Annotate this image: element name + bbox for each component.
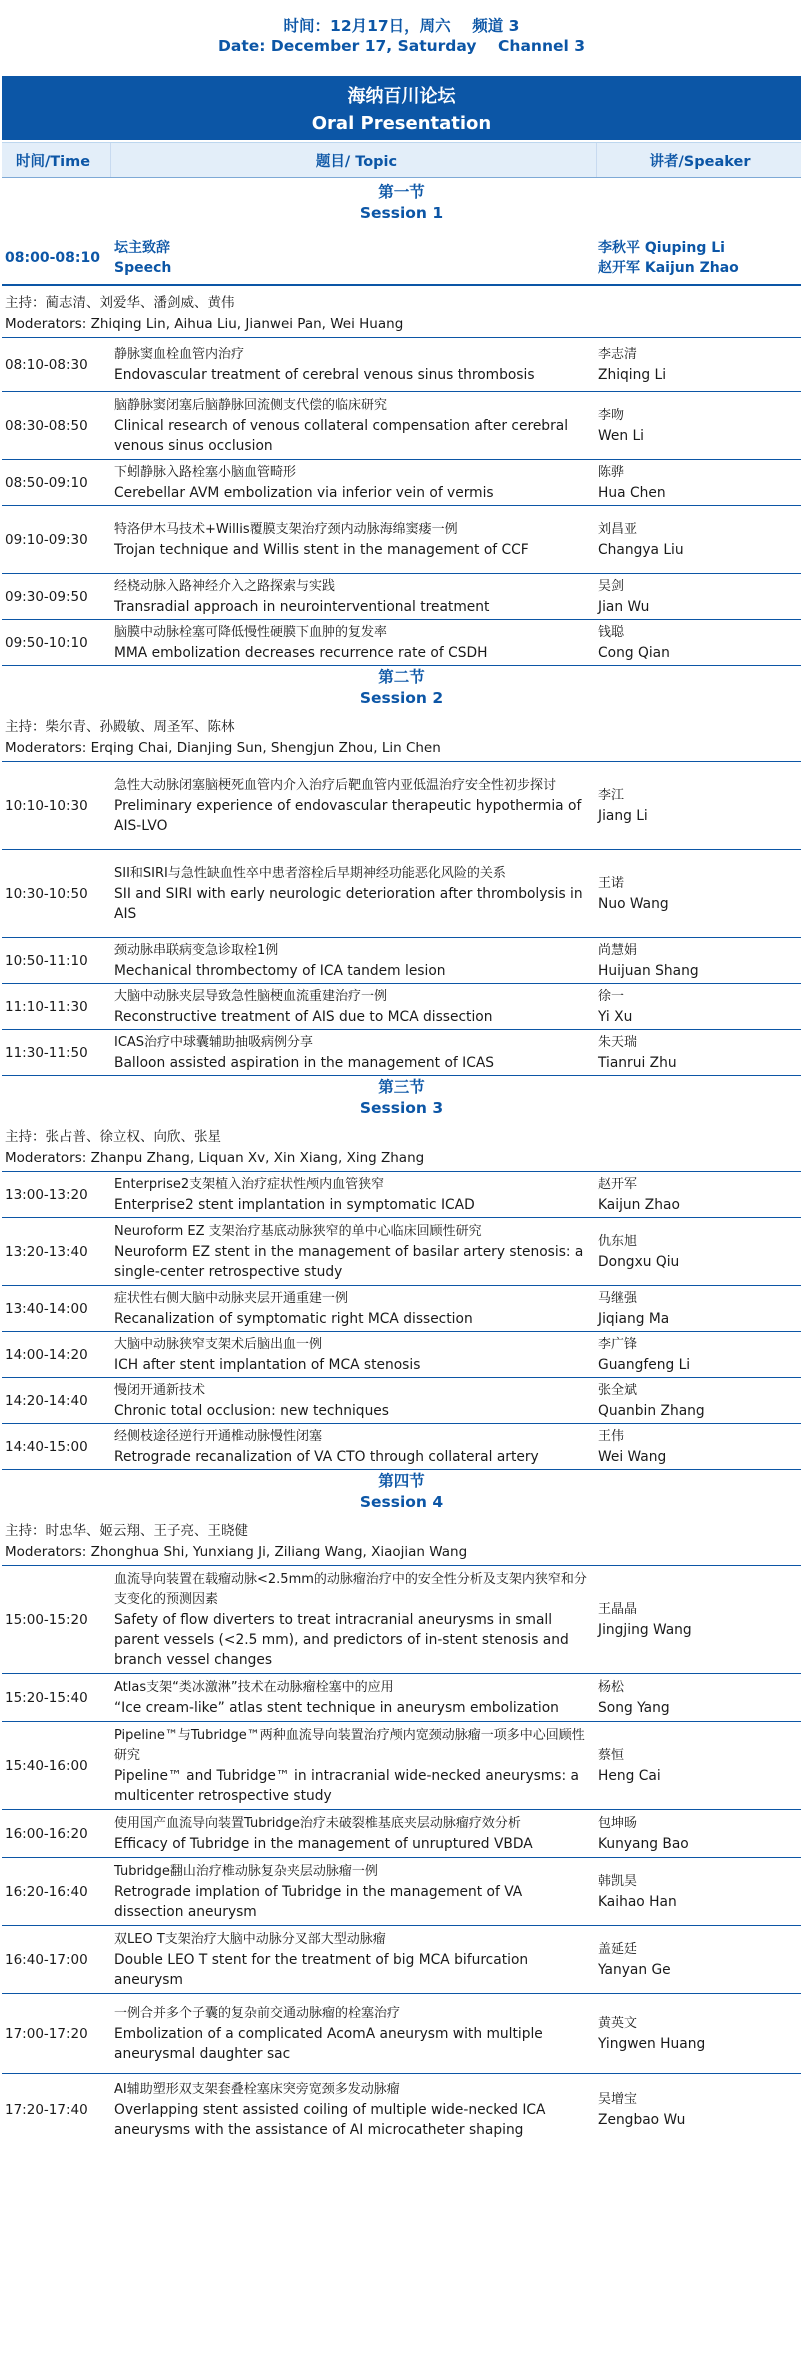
topic-cn: 静脉窦血栓血管内治疗 [114, 346, 245, 362]
row-topic [110, 1424, 596, 1469]
topic-en: Neuroform EZ stent in the management of basilar artery stenosis: a single-center retrospective study [114, 1243, 584, 1280]
session-3-title [2, 1076, 801, 1120]
speaker-en: Heng Cai [598, 1767, 661, 1784]
talk-row [2, 1332, 801, 1378]
moderators-en: Moderators: Zhonghua Shi, Yunxiang Ji, Ziliang Wang, Xiaojian Wang [5, 1544, 468, 1560]
topic-en: Overlapping stent assisted coiling of multiple wide-necked ICA aneurysms with the assistance of AI microcatheter shaping [114, 2102, 546, 2138]
talk-row [2, 850, 801, 938]
row-time: 08:30-08:50 [5, 417, 88, 434]
session-2-title [2, 666, 801, 710]
speaker-en: Wen Li [598, 427, 644, 444]
speaker-en: Huijuan Shang [598, 962, 699, 979]
speaker-cn: 李志清 [598, 346, 638, 362]
topic-cn: Neuroform EZ 支架治疗基底动脉狭窄的单中心临床回顾性研究 [114, 1223, 482, 1239]
speaker-en: Kaijun Zhao [598, 1196, 680, 1213]
topic-cn: 一例合并多个子囊的复杂前交通动脉瘤的栓塞治疗 [114, 2005, 401, 2021]
row-time: 10:50-11:10 [5, 952, 88, 969]
row-time: 09:30-09:50 [5, 588, 88, 605]
row-topic [110, 1378, 596, 1423]
topic-en: Recanalization of symptomatic right MCA dissection [114, 1310, 473, 1327]
row-speaker [596, 984, 801, 1029]
speaker-cn: 李广锋 [598, 1336, 638, 1352]
row-topic [110, 1286, 596, 1331]
speaker-cn: 李吻 [598, 407, 625, 423]
column-topic-label: 题目/ Topic [315, 153, 398, 170]
row-speaker [596, 338, 801, 391]
speaker-cn: 蔡恒 [598, 1747, 625, 1763]
speaker-en: Jiang Li [598, 807, 648, 824]
row-topic [110, 1722, 596, 1809]
date-channel-en: Date: December 17, Saturday Channel 3 [218, 37, 585, 55]
speaker-en: Zhiqing Li [598, 366, 667, 383]
row-time: 08:50-09:10 [5, 474, 88, 491]
row-topic [110, 1810, 596, 1857]
row-topic [110, 1566, 596, 1673]
column-topic [110, 143, 596, 177]
session-title-en: Session 3 [359, 1099, 444, 1117]
talk-row [2, 574, 801, 620]
row-speaker [596, 1722, 801, 1809]
session-title-cn: 第二节 [378, 668, 425, 686]
speaker-en: Tianrui Zhu [598, 1054, 677, 1071]
topic-en: Balloon assisted aspiration in the management of ICAS [114, 1054, 495, 1071]
topic-en: Retrograde recanalization of VA CTO through collateral artery [114, 1448, 539, 1465]
speaker-cn: 张全斌 [598, 1382, 638, 1398]
row-topic [110, 1674, 596, 1721]
talk-row [2, 1926, 801, 1994]
opening-speech-row [2, 232, 801, 286]
row-speaker [596, 574, 801, 619]
row-speaker [596, 2074, 801, 2146]
row-speaker [596, 1994, 801, 2073]
speaker-en: Nuo Wang [598, 895, 669, 912]
row-topic [110, 762, 596, 849]
speaker-en: Kunyang Bao [598, 1835, 689, 1852]
topic-cn: Atlas支架“类冰激淋”技术在动脉瘤栓塞中的应用 [114, 1679, 394, 1695]
row-speaker [596, 1030, 801, 1075]
topic-cn: SII和SIRI与急性缺血性卒中患者溶栓后早期神经功能恶化风险的关系 [114, 865, 506, 881]
speaker-en: Jingjing Wang [598, 1621, 692, 1638]
topic-cn: Enterprise2支架植入治疗症状性颅内血管狭窄 [114, 1176, 385, 1192]
moderators-en: Moderators: Zhiqing Lin, Aihua Liu, Jianwei Pan, Wei Huang [5, 316, 404, 332]
speaker-en: Changya Liu [598, 541, 684, 558]
speaker-cn: 王伟 [598, 1428, 625, 1444]
topic-en: Chronic total occlusion: new techniques [114, 1402, 389, 1419]
speaker-cn: 包坤旸 [598, 1815, 638, 1831]
row-speaker [596, 1286, 801, 1331]
topic-cn: 经侧枝途径逆行开通椎动脉慢性闭塞 [114, 1428, 323, 1444]
speaker-1: 李秋平 Qiuping Li [598, 240, 725, 256]
moderators-en: Moderators: Zhanpu Zhang, Liquan Xv, Xin Xiang, Xing Zhang [5, 1150, 425, 1166]
session-4-moderators [2, 1514, 801, 1566]
speaker-en: Yi Xu [598, 1008, 633, 1025]
topic-cn: 颈动脉串联病变急诊取栓1例 [114, 942, 279, 958]
speaker-cn: 马继强 [598, 1290, 638, 1306]
topic-cn: 下蚓静脉入路栓塞小脑血管畸形 [114, 464, 297, 480]
row-time: 10:30-10:50 [5, 885, 88, 902]
row-time: 09:10-09:30 [5, 531, 88, 548]
row-time: 16:00-16:20 [5, 1825, 88, 1842]
row-time: 14:20-14:40 [5, 1392, 88, 1409]
talk-row [2, 1030, 801, 1076]
topic-cn: ICAS治疗中球囊辅助抽吸病例分享 [114, 1034, 314, 1050]
speaker-cn: 钱聪 [598, 624, 625, 640]
row-time: 16:20-16:40 [5, 1883, 88, 1900]
speaker-cn: 杨松 [598, 1679, 625, 1695]
row-time: 14:40-15:00 [5, 1438, 88, 1455]
topic-en: ICH after stent implantation of MCA stenosis [114, 1356, 421, 1373]
row-topic [110, 1926, 596, 1993]
session-2-moderators [2, 710, 801, 762]
row-time: 08:10-08:30 [5, 356, 88, 373]
topic-cn: 大脑中动脉夹层导致急性脑梗血流重建治疗一例 [114, 988, 388, 1004]
row-time: 10:10-10:30 [5, 797, 88, 814]
session-title-cn: 第一节 [378, 183, 425, 201]
topic-en: Speech [114, 260, 172, 276]
row-speaker [596, 1810, 801, 1857]
talk-row [2, 984, 801, 1030]
topic-en: Double LEO T stent for the treatment of big MCA bifurcation aneurysm [114, 1951, 529, 1988]
session-1-title [2, 178, 801, 232]
topic-en: Reconstructive treatment of AIS due to MCA dissection [114, 1008, 493, 1025]
topic-en: Cerebellar AVM embolization via inferior vein of vermis [114, 484, 494, 501]
row-time: 15:00-15:20 [5, 1611, 88, 1628]
row-topic [110, 574, 596, 619]
row-topic [110, 620, 596, 665]
date-channel-cn: 时间：12月17日，周六 频道 3 [283, 17, 520, 35]
row-time: 09:50-10:10 [5, 634, 88, 651]
topic-en: Safety of flow diverters to treat intracranial aneurysms in small parent vessels (<2.5 mm), and predictors of in-stent stenosis and branch vessel changes [114, 1611, 569, 1668]
speaker-2: 赵开军 Kaijun Zhao [598, 260, 739, 276]
topic-cn: 坛主致辞 [114, 240, 170, 256]
topic-en: MMA embolization decreases recurrence rate of CSDH [114, 644, 488, 661]
row-speaker [596, 620, 801, 665]
talk-row [2, 1674, 801, 1722]
talk-row [2, 1218, 801, 1286]
speaker-en: Jian Wu [598, 598, 650, 615]
speaker-cn: 王晶晶 [598, 1601, 638, 1617]
row-speaker [596, 1378, 801, 1423]
row-speaker [596, 506, 801, 573]
topic-en: Efficacy of Tubridge in the management of unruptured VBDA [114, 1835, 533, 1852]
speaker-cn: 尚慧娟 [598, 942, 638, 958]
topic-en: Transradial approach in neurointerventional treatment [114, 598, 490, 615]
row-time: 11:10-11:30 [5, 998, 88, 1015]
row-topic [110, 232, 596, 284]
column-speaker [596, 143, 801, 177]
row-topic [110, 1218, 596, 1285]
session-title-cn: 第四节 [378, 1472, 425, 1490]
row-speaker [596, 1172, 801, 1217]
moderators-cn: 主持：柴尔青、孙殿敏、周圣军、陈林 [5, 719, 235, 735]
talk-row [2, 1378, 801, 1424]
row-time: 16:40-17:00 [5, 1951, 88, 1968]
topic-cn: 脑膜中动脉栓塞可降低慢性硬膜下血肿的复发率 [114, 624, 388, 640]
speaker-en: Guangfeng Li [598, 1356, 691, 1373]
speaker-cn: 李江 [598, 787, 625, 803]
speaker-cn: 赵开军 [598, 1176, 638, 1192]
topic-en: Embolization of a complicated AcomA aneurysm with multiple aneurysmal daughter sac [114, 2025, 543, 2062]
speaker-en: Kaihao Han [598, 1893, 677, 1910]
session-1-moderators [2, 286, 801, 338]
topic-cn: 经桡动脉入路神经介入之路探索与实践 [114, 578, 336, 594]
talk-row [2, 1172, 801, 1218]
speaker-en: Hua Chen [598, 484, 666, 501]
row-speakers [596, 232, 801, 284]
event-header [0, 0, 803, 76]
topic-en: “Ice cream-like” atlas stent technique in aneurysm embolization [114, 1699, 559, 1716]
row-topic [110, 1172, 596, 1217]
speaker-en: Cong Qian [598, 644, 670, 661]
session-title-en: Session 1 [359, 204, 444, 222]
speaker-en: Wei Wang [598, 1448, 667, 1465]
talk-row [2, 2074, 801, 2146]
row-topic [110, 850, 596, 937]
speaker-cn: 朱天瑞 [598, 1034, 638, 1050]
speaker-en: Dongxu Qiu [598, 1253, 680, 1270]
topic-cn: Tubridge翻山治疗椎动脉复杂夹层动脉瘤一例 [114, 1863, 378, 1879]
row-speaker [596, 1424, 801, 1469]
forum-title-en: Oral Presentation [311, 113, 492, 134]
talk-row [2, 1994, 801, 2074]
topic-en: SII and SIRI with early neurologic deterioration after thrombolysis in AIS [114, 885, 583, 922]
row-speaker [596, 1858, 801, 1925]
row-topic [110, 938, 596, 983]
speaker-en: Yingwen Huang [598, 2035, 706, 2052]
row-topic [110, 1858, 596, 1925]
row-speaker [596, 1926, 801, 1993]
talk-row [2, 620, 801, 666]
topic-en: Endovascular treatment of cerebral venous sinus thrombosis [114, 366, 535, 383]
talk-row [2, 1858, 801, 1926]
moderators-en: Moderators: Erqing Chai, Dianjing Sun, Shengjun Zhou, Lin Chen [5, 740, 441, 756]
row-time: 17:20-17:40 [5, 2102, 88, 2118]
row-topic [110, 392, 596, 459]
topic-cn: Pipeline™与Tubridge™两种血流导向装置治疗颅内宽颈动脉瘤一项多中心回顾性研究 [114, 1727, 585, 1763]
talk-row [2, 938, 801, 984]
row-time: 13:40-14:00 [5, 1300, 88, 1317]
row-speaker [596, 1218, 801, 1285]
row-topic [110, 338, 596, 391]
row-time: 14:00-14:20 [5, 1346, 88, 1363]
speaker-cn: 吴剑 [598, 578, 625, 594]
speaker-cn: 刘昌亚 [598, 521, 638, 537]
session-4-title [2, 1470, 801, 1514]
topic-cn: 脑静脉窦闭塞后脑静脉回流侧支代偿的临床研究 [114, 397, 388, 413]
speaker-cn: 陈骅 [598, 464, 625, 480]
topic-en: Retrograde implation of Tubridge in the management of VA dissection aneurysm [114, 1883, 523, 1920]
topic-cn: 慢闭开通新技术 [114, 1382, 206, 1398]
session-title-cn: 第三节 [378, 1078, 425, 1096]
moderators-cn: 主持：时忠华、姬云翔、王子亮、王晓健 [5, 1523, 248, 1539]
topic-cn: 使用国产血流导向装置Tubridge治疗未破裂椎基底夹层动脉瘤疗效分析 [114, 1815, 521, 1831]
speaker-cn: 吴增宝 [598, 2092, 638, 2107]
topic-en: Clinical research of venous collateral compensation after cerebral venous sinus occlusion [114, 417, 569, 454]
speaker-cn: 黄英文 [598, 2015, 638, 2031]
forum-title-cn: 海纳百川论坛 [347, 86, 456, 107]
row-speaker [596, 392, 801, 459]
topic-cn: AI辅助塑形双支架套叠栓塞床突旁宽颈多发动脉瘤 [114, 2082, 400, 2097]
talk-row [2, 506, 801, 574]
row-time: 11:30-11:50 [5, 1044, 88, 1061]
topic-cn: 特洛伊木马技术+Willis覆膜支架治疗颈内动脉海绵窦瘘一例 [114, 521, 458, 537]
speaker-en: Yanyan Ge [598, 1961, 671, 1978]
talk-row [2, 762, 801, 850]
topic-cn: 血流导向装置在载瘤动脉<2.5mm的动脉瘤治疗中的安全性分析及支架内狭窄和分支变化的预测因素 [114, 1571, 587, 1607]
row-time: 17:00-17:20 [5, 2025, 88, 2042]
row-speaker [596, 1332, 801, 1377]
topic-en: Enterprise2 stent implantation in symptomatic ICAD [114, 1196, 475, 1213]
topic-cn: 症状性右侧大脑中动脉夹层开通重建一例 [114, 1290, 349, 1306]
table-header [2, 142, 801, 178]
speaker-en: Jiqiang Ma [598, 1310, 670, 1327]
speaker-en: Zengbao Wu [598, 2112, 686, 2128]
talk-row [2, 1286, 801, 1332]
row-speaker [596, 762, 801, 849]
topic-cn: 双LEO T支架治疗大脑中动脉分叉部大型动脉瘤 [114, 1931, 386, 1947]
row-time: 13:00-13:20 [5, 1186, 88, 1203]
row-topic [110, 1030, 596, 1075]
row-topic [110, 1332, 596, 1377]
moderators-cn: 主持：张占普、徐立权、向欣、张星 [5, 1129, 221, 1145]
speaker-cn: 盖延廷 [598, 1941, 638, 1957]
column-speaker-label: 讲者/Speaker [649, 153, 751, 170]
speaker-cn: 仇东旭 [598, 1233, 638, 1249]
row-speaker [596, 938, 801, 983]
row-time: 13:20-13:40 [5, 1243, 88, 1260]
talk-row [2, 460, 801, 506]
topic-cn: 急性大动脉闭塞脑梗死血管内介入治疗后靶血管内亚低温治疗安全性初步探讨 [114, 777, 557, 793]
row-topic [110, 2074, 596, 2146]
row-time: 15:20-15:40 [5, 1689, 88, 1706]
row-topic [110, 1994, 596, 2073]
session-title-en: Session 4 [359, 1493, 444, 1511]
row-topic [110, 460, 596, 505]
session-title-en: Session 2 [359, 689, 444, 707]
speaker-cn: 徐一 [598, 988, 625, 1004]
topic-en: Pipeline™ and Tubridge™ in intracranial wide-necked aneurysms: a multicenter retrospective study [114, 1767, 579, 1804]
row-speaker [596, 460, 801, 505]
talk-row [2, 392, 801, 460]
moderators-cn: 主持：蔺志清、刘爱华、潘剑威、黄伟 [5, 295, 235, 311]
talk-row [2, 1424, 801, 1470]
row-time: 15:40-16:00 [5, 1757, 88, 1774]
row-topic [110, 506, 596, 573]
topic-en: Preliminary experience of endovascular therapeutic hypothermia of AIS-LVO [114, 797, 582, 834]
topic-cn: 大脑中动脉狭窄支架术后脑出血一例 [114, 1336, 323, 1352]
forum-banner [2, 76, 801, 140]
row-speaker [596, 1674, 801, 1721]
talk-row [2, 338, 801, 392]
column-time: 时间/Time [16, 153, 91, 170]
speaker-en: Song Yang [598, 1699, 670, 1716]
row-time: 08:00-08:10 [5, 250, 100, 266]
row-speaker [596, 850, 801, 937]
speaker-cn: 韩凯昊 [598, 1873, 638, 1889]
row-topic [110, 984, 596, 1029]
talk-row [2, 1810, 801, 1858]
row-speaker [596, 1566, 801, 1673]
talk-row [2, 1566, 801, 1674]
topic-en: Trojan technique and Willis stent in the management of CCF [114, 541, 529, 558]
session-3-moderators [2, 1120, 801, 1172]
talk-row [2, 1722, 801, 1810]
speaker-cn: 王诺 [598, 875, 625, 891]
speaker-en: Quanbin Zhang [598, 1402, 705, 1419]
topic-en: Mechanical thrombectomy of ICA tandem lesion [114, 962, 446, 979]
